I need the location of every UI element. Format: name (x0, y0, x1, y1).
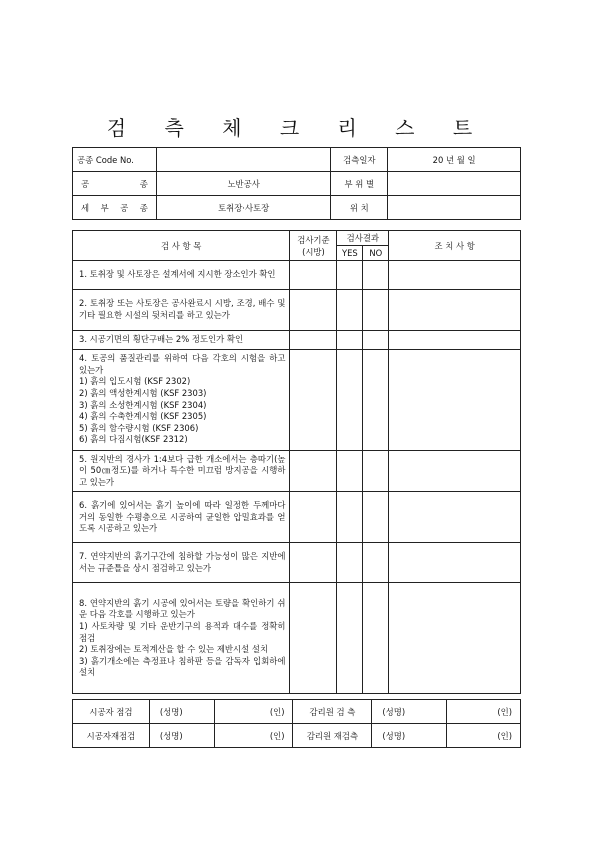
action-cell[interactable] (389, 583, 521, 694)
col-result-header: 검사결과 (337, 231, 389, 246)
location-label: 위 치 (331, 196, 388, 220)
sub-item: 2) 흙의 액성한계시험 (KSF 2303) (79, 388, 207, 398)
part-value-field[interactable] (388, 172, 521, 196)
code-label: 공종 Code No. (73, 148, 157, 172)
no-cell[interactable] (363, 349, 389, 450)
item-row-1: 1. 토취장 및 사토장은 설계서에 지시한 장소인가 확인 (73, 261, 290, 290)
action-cell[interactable] (389, 543, 521, 583)
signature-table (72, 699, 521, 748)
item-row-5: 5. 원지반의 경사가 1:4보다 급한 개소에서는 층따기(높이 50㎝정도)를 하거나 특수한 미끄럼 방지공을 시행하고 있는가 (73, 450, 290, 492)
location-value-field[interactable] (388, 196, 521, 220)
supervisor-check-label: 감리원 검 측 (293, 700, 372, 724)
yes-cell[interactable] (337, 492, 363, 543)
sub-item: 4) 흙의 수축한계시험 (KSF 2305) (79, 411, 207, 422)
item-row-8 (73, 583, 290, 694)
sub-item: 3) 흙기개소에는 측정표나 침하판 등을 감독자 입회하에 설치 (79, 655, 286, 678)
action-cell[interactable] (389, 290, 521, 331)
contractor-recheck-name-field[interactable]: (성명) (149, 724, 214, 748)
yes-cell[interactable] (337, 331, 363, 350)
standard-cell[interactable] (290, 543, 337, 583)
no-cell[interactable] (363, 543, 389, 583)
no-cell[interactable] (363, 450, 389, 492)
contractor-recheck-label: 시공자재점검 (73, 724, 150, 748)
col-action-header: 조 치 사 항 (389, 231, 521, 261)
action-cell[interactable] (389, 492, 521, 543)
sub-item: 1) 사토차량 및 기타 운반기구의 용적과 대수를 정확히 점검 (79, 620, 286, 643)
part-label: 부 위 별 (331, 172, 388, 196)
sub-item: 1) 흙의 입도시험 (KSF 2302) (79, 376, 191, 387)
contractor-name-field[interactable]: (성명) (149, 700, 214, 724)
yes-cell[interactable] (337, 543, 363, 583)
sub-item: 3) 흙의 소성한계시험 (KSF 2304) (79, 399, 207, 410)
item-row-3: 3. 시공기면의 횡단구배는 2% 정도인가 확인 (73, 331, 290, 350)
no-cell[interactable] (363, 492, 389, 543)
col-no-header: NO (363, 246, 389, 261)
supervisor-recheck-name-field[interactable]: (성명) (372, 724, 447, 748)
header-table (72, 147, 521, 220)
work-type-value[interactable]: 노반공사 (156, 172, 331, 196)
item-row-2: 2. 토취장 또는 사토장은 공사완료시 시방, 조경, 배수 및 기타 필요한 시설의 뒷처리를 하고 있는가 (73, 290, 290, 331)
yes-cell[interactable] (337, 583, 363, 694)
inspection-table (72, 230, 521, 694)
yes-cell[interactable] (337, 261, 363, 290)
supervisor-recheck-label: 감리원 재검측 (293, 724, 372, 748)
item-row-7: 7. 연약지반의 흙기구간에 침하할 가능성이 많은 지반에서는 규준틀을 상시 점검하고 있는가 (73, 543, 290, 583)
no-cell[interactable] (363, 290, 389, 331)
supervisor-recheck-seal-field[interactable]: (인) (447, 724, 521, 748)
item-row-8-text: 8. 연약지반의 흙기 시공에 있어서는 토량을 확인하기 쉬운 다음 각호를 시행하고 있는가 (79, 597, 286, 620)
sub-item: 5) 흙의 함수량시험 (KSF 2306) (79, 422, 199, 433)
date-value-field[interactable]: 20 년 월 일 (388, 148, 521, 172)
action-cell[interactable] (389, 331, 521, 350)
sub-item: 6) 흙의 다짐시험(KSF 2312) (79, 434, 188, 445)
item-row-4 (73, 349, 290, 450)
standard-cell[interactable] (290, 492, 337, 543)
detail-work-value[interactable]: 토취장·사토장 (156, 196, 331, 220)
item-row-4-text: 4. 토공의 품질관리를 위하여 다음 각호의 시험을 하고 있는가 (79, 353, 286, 375)
item-row-6: 6. 흙기에 있어서는 흙기 높이에 따라 일정한 두께마다 거의 동일한 수평층으로 시공하여 균일한 압밀효과를 얻도록 시공하고 있는가 (73, 492, 290, 543)
contractor-check-label: 시공자 점검 (73, 700, 150, 724)
supervisor-seal-field[interactable]: (인) (447, 700, 521, 724)
sub-item: 2) 토취장에는 토적계산을 할 수 있는 제반시설 설치 (79, 644, 269, 655)
date-label: 검측일자 (331, 148, 388, 172)
yes-cell[interactable] (337, 450, 363, 492)
supervisor-name-field[interactable]: (성명) (372, 700, 447, 724)
code-value-field[interactable] (156, 148, 331, 172)
standard-cell[interactable] (290, 290, 337, 331)
action-cell[interactable] (389, 349, 521, 450)
col-item-header: 검 사 항 목 (73, 231, 290, 261)
contractor-seal-field[interactable]: (인) (214, 700, 293, 724)
work-type-label: 공 종 (73, 172, 157, 196)
col-yes-header: YES (337, 246, 363, 261)
standard-cell[interactable] (290, 349, 337, 450)
no-cell[interactable] (363, 331, 389, 350)
yes-cell[interactable] (337, 349, 363, 450)
action-cell[interactable] (389, 450, 521, 492)
action-cell[interactable] (389, 261, 521, 290)
standard-cell[interactable] (290, 583, 337, 694)
no-cell[interactable] (363, 261, 389, 290)
col-standard-header: 검사기준 (시방) (290, 231, 337, 261)
standard-cell[interactable] (290, 261, 337, 290)
no-cell[interactable] (363, 583, 389, 694)
standard-cell[interactable] (290, 331, 337, 350)
standard-cell[interactable] (290, 450, 337, 492)
detail-work-label: 세 부 공 종 (73, 196, 157, 220)
page-title: 검 측 체 크 리 스 트 (106, 116, 489, 140)
yes-cell[interactable] (337, 290, 363, 331)
contractor-recheck-seal-field[interactable]: (인) (214, 724, 293, 748)
